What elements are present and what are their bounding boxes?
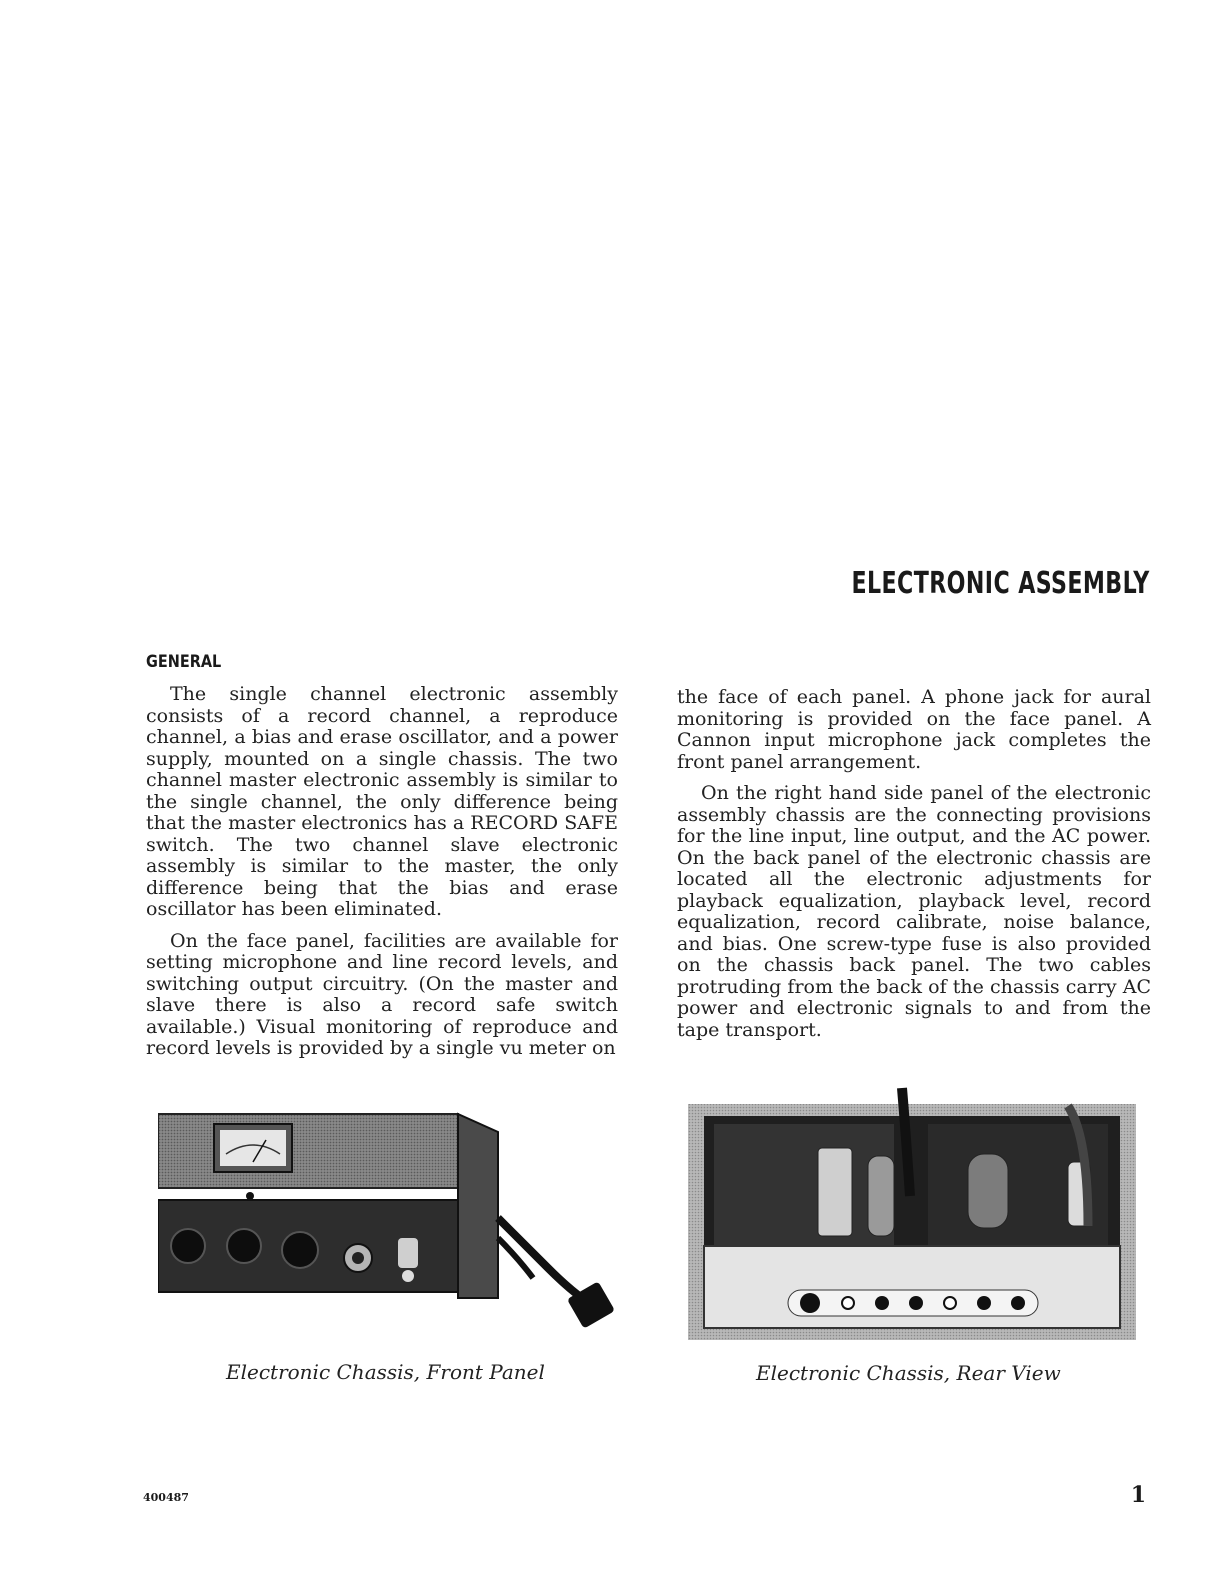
left-text-column <box>146 684 618 1070</box>
rear-view-caption: Electronic Chassis, Rear View <box>756 1361 1061 1385</box>
paragraph: the face of each panel. A phone jack for aural monitoring is provided on the face panel. A Cannon input microphone jack completes the front panel arrangement. <box>677 686 1151 773</box>
paragraph: On the face panel, facilities are available for setting microphone and line record levels, and switching output circuitry. (On the master and slave there is also a record safe switch available.) Visual monitoring of reproduce and record levels is provided by a single vu meter on <box>146 929 618 1059</box>
front-panel-caption: Electronic Chassis, Front Panel <box>226 1360 545 1384</box>
section-title: ELECTRONIC ASSEMBLY <box>851 566 1150 601</box>
rear-view-photo <box>688 1076 1136 1340</box>
subsection-heading: GENERAL <box>146 652 222 672</box>
front-panel-photo <box>158 1108 618 1336</box>
page-number: 1 <box>1130 1482 1146 1508</box>
document-number: 400487 <box>143 1491 189 1504</box>
paragraph: The single channel electronic assembly consists of a record channel, a reproduce channel, a bias and erase oscillator, and a power supply, mounted on a single chassis. The two channel master electronic assembly is similar to the single channel, the only difference being that the master electronics has a RECORD SAFE switch. The two channel slave electronic assembly is similar to the master, the only difference being that the bias and erase oscillator has been eliminated. <box>146 683 618 920</box>
right-text-column <box>677 687 1151 1051</box>
paragraph: On the right hand side panel of the electronic assembly chassis are the connecting provisions for the line input, line output, and the AC power. On the back panel of the electronic chassis are located all the electronic adjustments for playback equalization, playback level, record equalization, record calibrate, noise balance, and bias. One screw-type fuse is also provided on the chassis back panel. The two cables protruding from the back of the chassis carry AC power and electronic signals to and from the tape transport. <box>677 782 1151 1041</box>
